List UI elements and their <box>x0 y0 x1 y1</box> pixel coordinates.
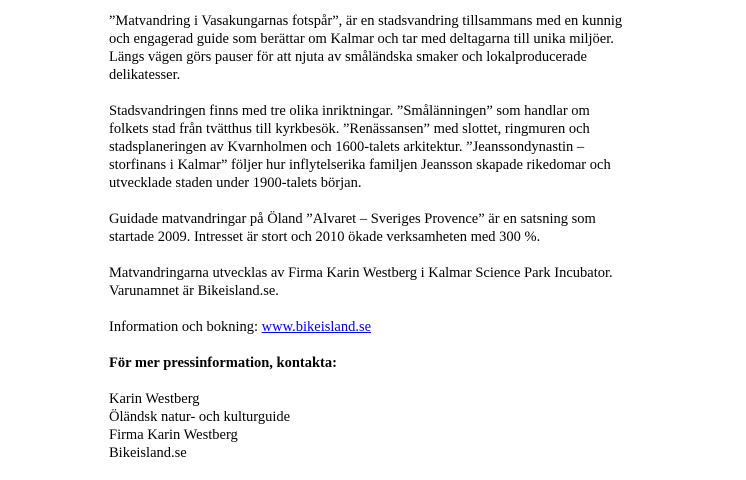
oland-paragraph <box>109 210 669 246</box>
text-line: storfinans i Kalmar” följer hur inflytelserika familjen Jeansson skapade rikedomar och <box>109 157 611 173</box>
text-line: Varunamnet är Bikeisland.se. <box>109 283 279 299</box>
contact-block <box>109 390 669 462</box>
press-heading: För mer pressinformation, kontakta: <box>109 355 337 371</box>
text-line: Längs vägen görs pauser för att njuta av småländska smaker och lokalproducerade <box>109 49 587 65</box>
contact-company: Firma Karin Westberg <box>109 427 238 443</box>
text-line: Guidade matvandringar på Öland ”Alvaret – Sveriges Provence” är en satsning som <box>109 211 596 227</box>
text-line: Stadsvandringen finns med tre olika inriktningar. ”Smålänningen” som handlar om <box>109 103 590 119</box>
text-line: delikatesser. <box>109 67 181 83</box>
text-line: ”Matvandring i Vasakungarnas fotspår”, är en stadsvandring tillsammans med en kunnig <box>109 13 623 29</box>
booking-info <box>109 318 669 336</box>
document-body <box>109 12 669 480</box>
text-line: startade 2009. Intresset är stort och 2010 ökade verksamheten med 300 %. <box>109 229 541 245</box>
text-line: folkets stad från tvätthus till kyrkbesök. ”Renässansen” med slottet, ringmuren och <box>109 121 590 137</box>
directions-paragraph <box>109 102 669 192</box>
developer-paragraph <box>109 264 669 300</box>
text-line: Matvandringarna utvecklas av Firma Karin Westberg i Kalmar Science Park Incubator. <box>109 265 613 281</box>
website-link[interactable]: www.bikeisland.se <box>261 319 372 335</box>
booking-label: Information och bokning: <box>109 319 262 335</box>
text-line: utvecklade staden under 1900-talets början. <box>109 175 362 191</box>
contact-name: Karin Westberg <box>109 391 200 407</box>
intro-paragraph <box>109 12 669 84</box>
contact-brand: Bikeisland.se <box>109 445 187 461</box>
text-line: stadsplaneringen av Kvarnholmen och 1600-talets arkitektur. ”Jeanssondynastin – <box>109 139 585 155</box>
contact-title: Öländsk natur- och kulturguide <box>109 409 291 425</box>
text-line: och engagerad guide som berättar om Kalmar och tar med deltagarna till unika miljöer. <box>109 31 614 47</box>
